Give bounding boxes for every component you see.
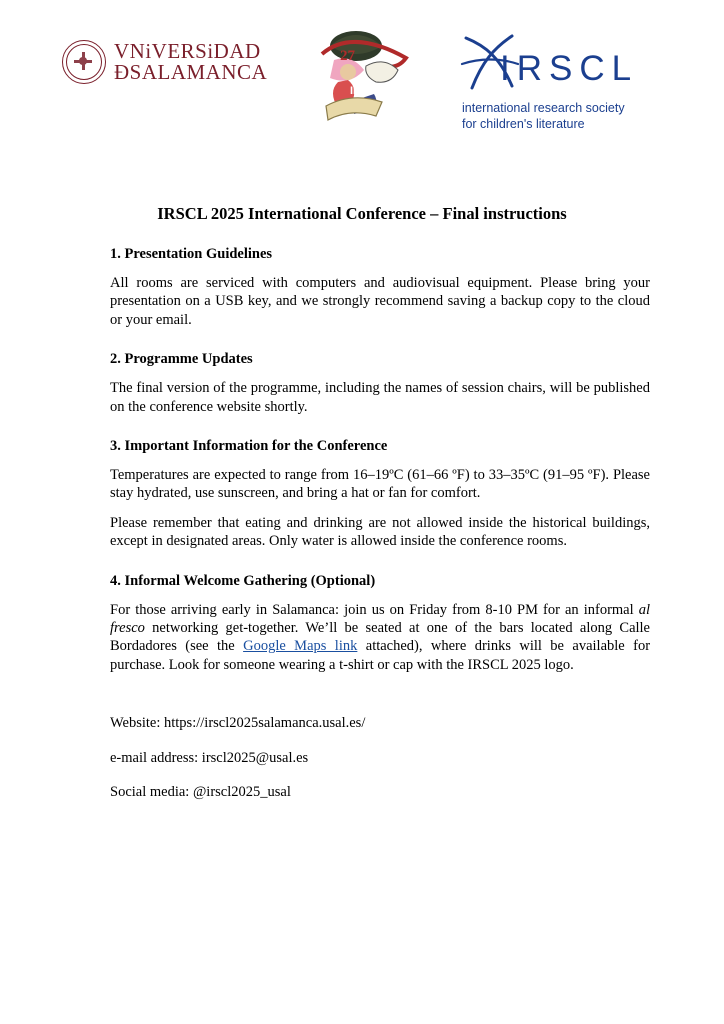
section-heading-presentation-guidelines: 1. Presentation Guidelines xyxy=(110,246,273,262)
section-paragraph-programme-updates: The final version of the programme, including the names of session chairs, will be published on the conference website shortly. xyxy=(110,380,650,415)
contact-website: Website: https://irscl2025salamanca.usal.es/ xyxy=(110,715,366,732)
svg-text:IRSCL: IRSCL xyxy=(349,85,383,97)
page-title: IRSCL 2025 International Conference – Final instructions xyxy=(157,204,567,223)
contact-email: e-mail address: irscl2025@usal.es xyxy=(110,749,309,766)
conference-emblem-icon xyxy=(304,20,424,130)
irscl-swoosh-icon xyxy=(460,28,520,94)
section-heading-programme-updates: 2. Programme Updates xyxy=(110,351,253,368)
contact-social-media: Social media: @irscl2025_usal xyxy=(110,784,291,801)
irscl-tagline xyxy=(462,100,656,132)
usal-wordmark-line2: ĐSALAMANCA xyxy=(114,60,268,84)
usal-seal-icon xyxy=(62,40,106,84)
irscl-tagline-line1: international research society xyxy=(462,101,625,115)
gathering-text-part3: attached), where drinks will be available for purchase. Look for someone wearing a t-shirt or cap with the IRSCL 2025 logo. xyxy=(110,638,651,673)
section-heading-important-information: 3. Important Information for the Conference xyxy=(110,438,388,455)
section-heading-welcome-gathering: 4. Informal Welcome Gathering (Optional) xyxy=(110,572,376,589)
irscl-mark xyxy=(460,42,656,96)
gathering-text-part2: networking get-together. We’ll be seated at one of the bars located along Calle Bordadores (see the xyxy=(110,620,650,655)
section-paragraph-welcome-gathering xyxy=(72,601,652,675)
section-paragraph-food-drink: Please remember that eating and drinking are not allowed inside the historical buildings, except in designated areas. Only water is allowed inside the conference rooms. xyxy=(110,514,650,550)
irscl-society-logo xyxy=(460,42,656,132)
irscl-wordmark: IRSCL xyxy=(500,49,639,88)
usal-wordmark-line1: VNiVERSiDAD xyxy=(114,38,261,63)
svg-text:27: 27 xyxy=(339,48,355,64)
contact-block xyxy=(72,714,652,801)
logo-header xyxy=(72,0,652,140)
irscl-tagline-line2: for children's literature xyxy=(462,117,585,131)
gathering-text-italic: al fresco xyxy=(110,601,650,637)
gathering-text-part1: For those arriving early in Salamanca: join us on Friday from 8-10 PM for an informal xyxy=(110,601,639,618)
section-paragraph-presentation-guidelines: All rooms are serviced with computers and audiovisual equipment. Please bring your presentation on a USB key, and we strongly recommend saving a backup copy to the cloud or your email. xyxy=(110,275,650,328)
universidad-salamanca-logo xyxy=(62,40,267,84)
usal-wordmark xyxy=(114,38,268,84)
section-paragraph-temperatures: Temperatures are expected to range from 16–19ºC (61–66 ºF) to 33–35ºC (91–95 ºF). Please stay hydrated, use sunscreen, and bring a hat or fan for comfort. xyxy=(110,467,650,502)
google-maps-link[interactable]: Google Maps link xyxy=(243,638,358,655)
